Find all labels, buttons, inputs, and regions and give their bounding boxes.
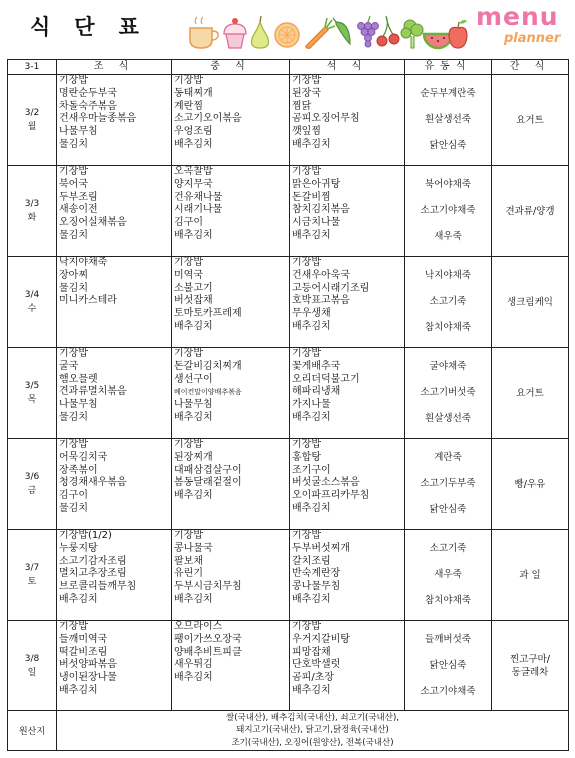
weekday-text: 목 [27,395,37,405]
menu-item: 두부시금치무침 [174,581,242,593]
menu-item: 오징어실채볶음 [59,217,127,229]
date-text: 3/5 [24,381,40,391]
column-header-dinner: 석 식 [290,60,405,75]
menu-item: 명란순두부국 [59,87,117,99]
meal-plan-table [7,59,569,751]
menu-item: 미역국 [174,269,203,281]
menu-item: 김구이 [59,490,88,502]
menu-item: 건유채나물 [174,191,223,203]
menu-item: 팽이가쓰오장국 [174,633,242,645]
date-cell [8,348,57,439]
brand-menu-text: menu [476,2,559,31]
menu-item: 시래기나물 [174,204,223,216]
liquid-diet-item: 굴야채죽 [429,361,467,372]
menu-item: 곰피오징어무침 [292,113,360,125]
menu-item: 버섯양파볶음 [59,659,117,671]
liquid-diet-item: 소고기두부죽 [420,478,476,489]
date-cell [8,166,57,257]
menu-item: 김구이 [174,217,203,229]
menu-item: 건새우마늘종볶음 [59,113,137,125]
snack-cell [492,530,569,621]
menu-item: 배추김치 [59,593,98,605]
column-header-breakfast: 조 식 [57,60,172,75]
date-text: 3/7 [24,563,40,573]
liquid-diet-cell [405,75,492,166]
dinner-cell [290,257,405,348]
snack-item: 빵/우유 [514,478,546,490]
origin-row [8,711,569,751]
liquid-diet-item: 소고기죽 [429,543,467,554]
date-cell [8,530,57,621]
menu-item: 기장밥 [292,348,321,359]
date-cell [8,621,57,711]
menu-item: 차돌숙주볶음 [59,100,117,112]
menu-item: 들깨미역국 [59,633,108,645]
liquid-diet-item: 새우죽 [434,569,462,580]
menu-item: 새송이전 [59,204,98,216]
breakfast-cell [57,166,172,257]
dinner-cell [290,530,405,621]
menu-item: 배추김치 [174,672,213,684]
menu-item: 기장밥 [292,166,321,177]
menu-item: 소고기오이볶음 [174,113,242,125]
menu-item: 우거지갈비탕 [292,633,350,645]
liquid-diet-cell [405,530,492,621]
breakfast-cell [57,348,172,439]
snack-cell [492,75,569,166]
menu-item: 꽃게배추국 [292,360,341,372]
snack-item: 요거트 [516,114,544,126]
date-cell [8,75,57,166]
day-row [8,75,569,166]
snack-item: 견과류/양갱 [505,205,555,217]
origin-line: 돼지고기(국내산), 닭고기,닭정육(국내산) [236,725,389,736]
lunch-cell [172,257,290,348]
coffee-cup-icon [190,17,218,48]
liquid-diet-item: 소고기버섯죽 [420,387,476,398]
liquid-diet-item: 계란죽 [434,452,462,463]
menu-item: 배추김치 [174,411,213,423]
liquid-diet-cell [405,166,492,257]
menu-item: 시금치나물 [292,217,341,229]
menu-item: 기장밥 [59,439,88,450]
menu-item: 물김치 [59,229,88,241]
menu-item: 어묵김치국 [59,451,108,463]
menu-item: 소불고기 [174,282,213,294]
dinner-cell [290,621,405,711]
liquid-diet-cell [405,621,492,711]
orange-slice-icon [275,23,299,47]
menu-item: 단호박샐럿 [292,659,341,671]
menu-item: 건새우아욱국 [292,269,350,281]
column-header-snack: 간 식 [492,60,569,75]
menu-item: 기장밥 [174,348,203,359]
menu-item: 기장밥 [292,257,321,268]
dinner-cell [290,439,405,530]
pear-icon [252,16,269,48]
liquid-diet-item: 새우죽 [434,231,462,242]
menu-item: 오므라이스 [174,621,223,632]
menu-item: 반숙계란장 [292,568,341,580]
snack-cell [492,348,569,439]
grapes-icon [358,16,379,47]
date-cell [8,257,57,348]
liquid-diet-item: 낙지야채죽 [425,270,471,281]
watermelon-icon [424,34,452,48]
menu-item: 계란찜 [174,100,203,112]
breakfast-cell [57,75,172,166]
column-header-lunch: 중 식 [172,60,290,75]
menu-item: 홍합탕 [292,451,321,463]
lunch-cell [172,621,290,711]
origin-line: 조기(국내산), 오징어(원양산), 전복(국내산) [231,737,394,748]
menu-item: 누룽지탕 [59,542,98,554]
menu-item: 콩나물무침 [292,581,341,593]
liquid-diet-item: 닭안심죽 [429,504,467,515]
menu-item: 배추김치 [292,593,331,605]
menu-item: 버섯잡채 [174,295,213,307]
menu-item: 돈갈비찜 [292,191,331,203]
menu-item: 호박표고볶음 [292,295,350,307]
menu-item: 곰피/초장 [292,672,335,684]
menu-item: 배추김치 [292,138,331,150]
weekday-text: 월 [27,122,37,132]
weekday-text: 금 [27,486,37,496]
origin-line: 쌀(국내산), 배추김치(국내산), 쇠고기(국내산), [226,712,399,723]
menu-item: 기장밥 [174,257,203,268]
lunch-cell [172,530,290,621]
snack-item: 과 일 [519,569,541,581]
menu-item: 해파리냉채 [292,386,341,398]
menu-item: 베이컨말이양배추볶음 [174,388,242,397]
menu-item: 기장밥 [174,530,203,541]
breakfast-cell [57,257,172,348]
breakfast-cell [57,621,172,711]
breakfast-cell [57,439,172,530]
apple-icon [449,20,467,48]
menu-item: 맑은아귀탕 [292,178,341,190]
menu-item: 생선구이 [174,373,213,385]
lunch-cell [172,439,290,530]
weekday-text: 일 [27,667,37,678]
liquid-diet-item: 소고기야채죽 [420,685,476,697]
menu-item: 기장밥(1/2) [59,530,112,541]
origin-label-cell: 원산지 [8,711,57,751]
menu-item: 배추김치 [174,138,213,150]
menu-item: 버섯굴소스볶음 [292,477,360,489]
menu-item: 배추김치 [174,229,213,241]
menu-item: 봄동달래겉절이 [174,477,242,489]
broccoli-icon [401,20,423,48]
menu-item: 물김치 [59,502,88,514]
menu-item: 돈갈비김치찌개 [174,360,242,372]
origin-info-cell [57,711,569,751]
day-row [8,621,569,711]
menu-item: 기장밥 [59,75,88,86]
menu-item: 된장찌개 [174,451,213,463]
menu-planner-logo [476,2,572,52]
menu-item: 기장밥 [59,348,88,359]
liquid-diet-cell [405,439,492,530]
menu-item: 오이파프리카무침 [292,490,370,502]
menu-item: 소고기감자조림 [59,555,127,567]
date-text: 3/3 [24,199,40,209]
menu-item: 떡갈비조림 [59,646,108,658]
header [0,0,575,56]
date-text: 3/8 [24,653,40,664]
menu-item: 깻잎찜 [292,126,321,138]
cherries-icon [377,16,399,46]
menu-item: 두부조림 [59,191,98,203]
food-illustration-strip [186,10,468,52]
menu-item: 유린기 [174,568,203,580]
liquid-diet-item: 닭안심죽 [429,659,467,671]
cupcake-icon [224,18,246,48]
date-cell [8,439,57,530]
menu-item: 조기구이 [292,464,331,476]
menu-item: 배추김치 [174,593,213,605]
liquid-diet-item: 순두부계란죽 [420,88,476,99]
liquid-diet-item: 소고기야채죽 [420,205,476,216]
menu-item: 기장밥 [292,439,321,450]
menu-item: 고등어시래기조림 [292,282,370,294]
menu-item: 기장밥 [174,439,203,450]
liquid-diet-item: 소고기죽 [429,296,467,307]
menu-item: 참치김치볶음 [292,204,350,216]
snack-cell [492,166,569,257]
chili-pepper-icon [333,18,350,44]
menu-item: 새우튀김 [174,659,213,671]
menu-item: 팔보채 [174,555,203,567]
weekday-text: 화 [27,213,37,223]
menu-item: 장아찌 [59,269,88,281]
menu-item: 배추김치 [292,411,331,423]
menu-item: 피망잡채 [292,646,331,658]
menu-item: 무우생채 [292,308,331,320]
menu-item: 견과류멸치볶음 [59,386,127,398]
menu-item: 햄오믈렛 [59,373,98,385]
menu-item: 물김치 [59,411,88,423]
menu-item: 물김치 [59,138,88,150]
day-row [8,530,569,621]
date-text: 3/2 [24,108,40,118]
menu-item: 기장밥 [59,166,88,177]
menu-item: 양배추비트피클 [174,646,242,658]
menu-item: 배추김치 [59,684,98,696]
liquid-diet-cell [405,257,492,348]
menu-item: 굴국 [59,360,79,372]
menu-item: 오리더덕불고기 [292,373,360,385]
menu-item: 동태찌개 [174,87,213,99]
day-row [8,166,569,257]
brand-planner-text: planner [504,31,561,46]
menu-item: 기장밥 [292,530,321,541]
liquid-diet-item: 참치야채죽 [425,595,471,606]
weekday-text: 수 [27,304,37,314]
page-title: 식단표 [30,15,163,39]
menu-item: 북어국 [59,178,88,190]
snack-item: 요거트 [516,387,544,399]
menu-item: 양지무국 [174,178,213,190]
menu-item: 콩나물국 [174,542,213,554]
menu-item: 가지나물 [292,399,331,411]
menu-item: 배추김치 [174,320,213,332]
carrot-icon [306,18,335,48]
date-text: 3/6 [24,472,40,482]
snack-cell [492,439,569,530]
menu-item: 나물무침 [59,126,98,138]
menu-item: 갈치조림 [292,555,331,567]
date-text: 3/4 [24,290,40,300]
menu-item: 오곡찰밥 [174,166,213,177]
column-header-liquid-diet: 유동식 [405,60,492,75]
menu-item: 낙지야채죽 [59,257,108,268]
snack-cell [492,621,569,711]
menu-item: 기장밥 [59,621,88,632]
liquid-diet-cell [405,348,492,439]
menu-item: 냉이된장나물 [59,672,117,684]
menu-item: 배추김치 [292,502,331,514]
menu-item: 멸치고추장조림 [59,568,127,580]
table-header-row [8,60,569,75]
liquid-diet-item: 흰살생선죽 [425,413,471,424]
menu-item: 배추김치 [174,490,213,502]
snack-item: 동글레차 [511,666,549,678]
day-row [8,348,569,439]
dinner-cell [290,166,405,257]
menu-item: 배추김치 [292,229,331,241]
menu-item: 미니카스테라 [59,295,117,307]
column-header-date: 3-1 [8,60,57,75]
lunch-cell [172,75,290,166]
liquid-diet-item: 닭안심죽 [429,140,467,151]
menu-item: 브로콜리들깨무침 [59,581,137,593]
menu-item: 물김치 [59,282,88,294]
menu-item: 장족볶이 [59,464,98,476]
menu-item: 두부버섯찌개 [292,542,350,554]
menu-item: 토마토카프레제 [174,308,242,320]
menu-item: 청경채새우볶음 [59,477,127,489]
snack-item: 생크림케익 [507,296,553,308]
dinner-cell [290,348,405,439]
menu-item: 기장밥 [292,621,321,632]
day-row [8,257,569,348]
weekday-text: 토 [27,577,37,587]
liquid-diet-item: 흰살생선죽 [425,114,471,125]
menu-item: 우엉조림 [174,126,213,138]
menu-item: 대패삼겹살구이 [174,464,242,476]
menu-item: 찜닭 [292,100,312,112]
menu-item: 기장밥 [174,75,203,86]
liquid-diet-item: 들깨버섯죽 [425,633,471,645]
lunch-cell [172,166,290,257]
snack-item: 찐고구마/ [510,653,550,665]
menu-item: 나물무침 [174,399,213,411]
menu-item: 기장밥 [292,75,321,86]
menu-item: 배추김치 [292,320,331,332]
menu-item: 나물무침 [59,399,98,411]
menu-item: 배추김치 [292,684,331,696]
snack-cell [492,257,569,348]
dinner-cell [290,75,405,166]
liquid-diet-item: 북어야채죽 [425,179,471,190]
day-row [8,439,569,530]
lunch-cell [172,348,290,439]
menu-item: 된장국 [292,87,321,99]
breakfast-cell [57,530,172,621]
liquid-diet-item: 참치야채죽 [425,322,471,333]
